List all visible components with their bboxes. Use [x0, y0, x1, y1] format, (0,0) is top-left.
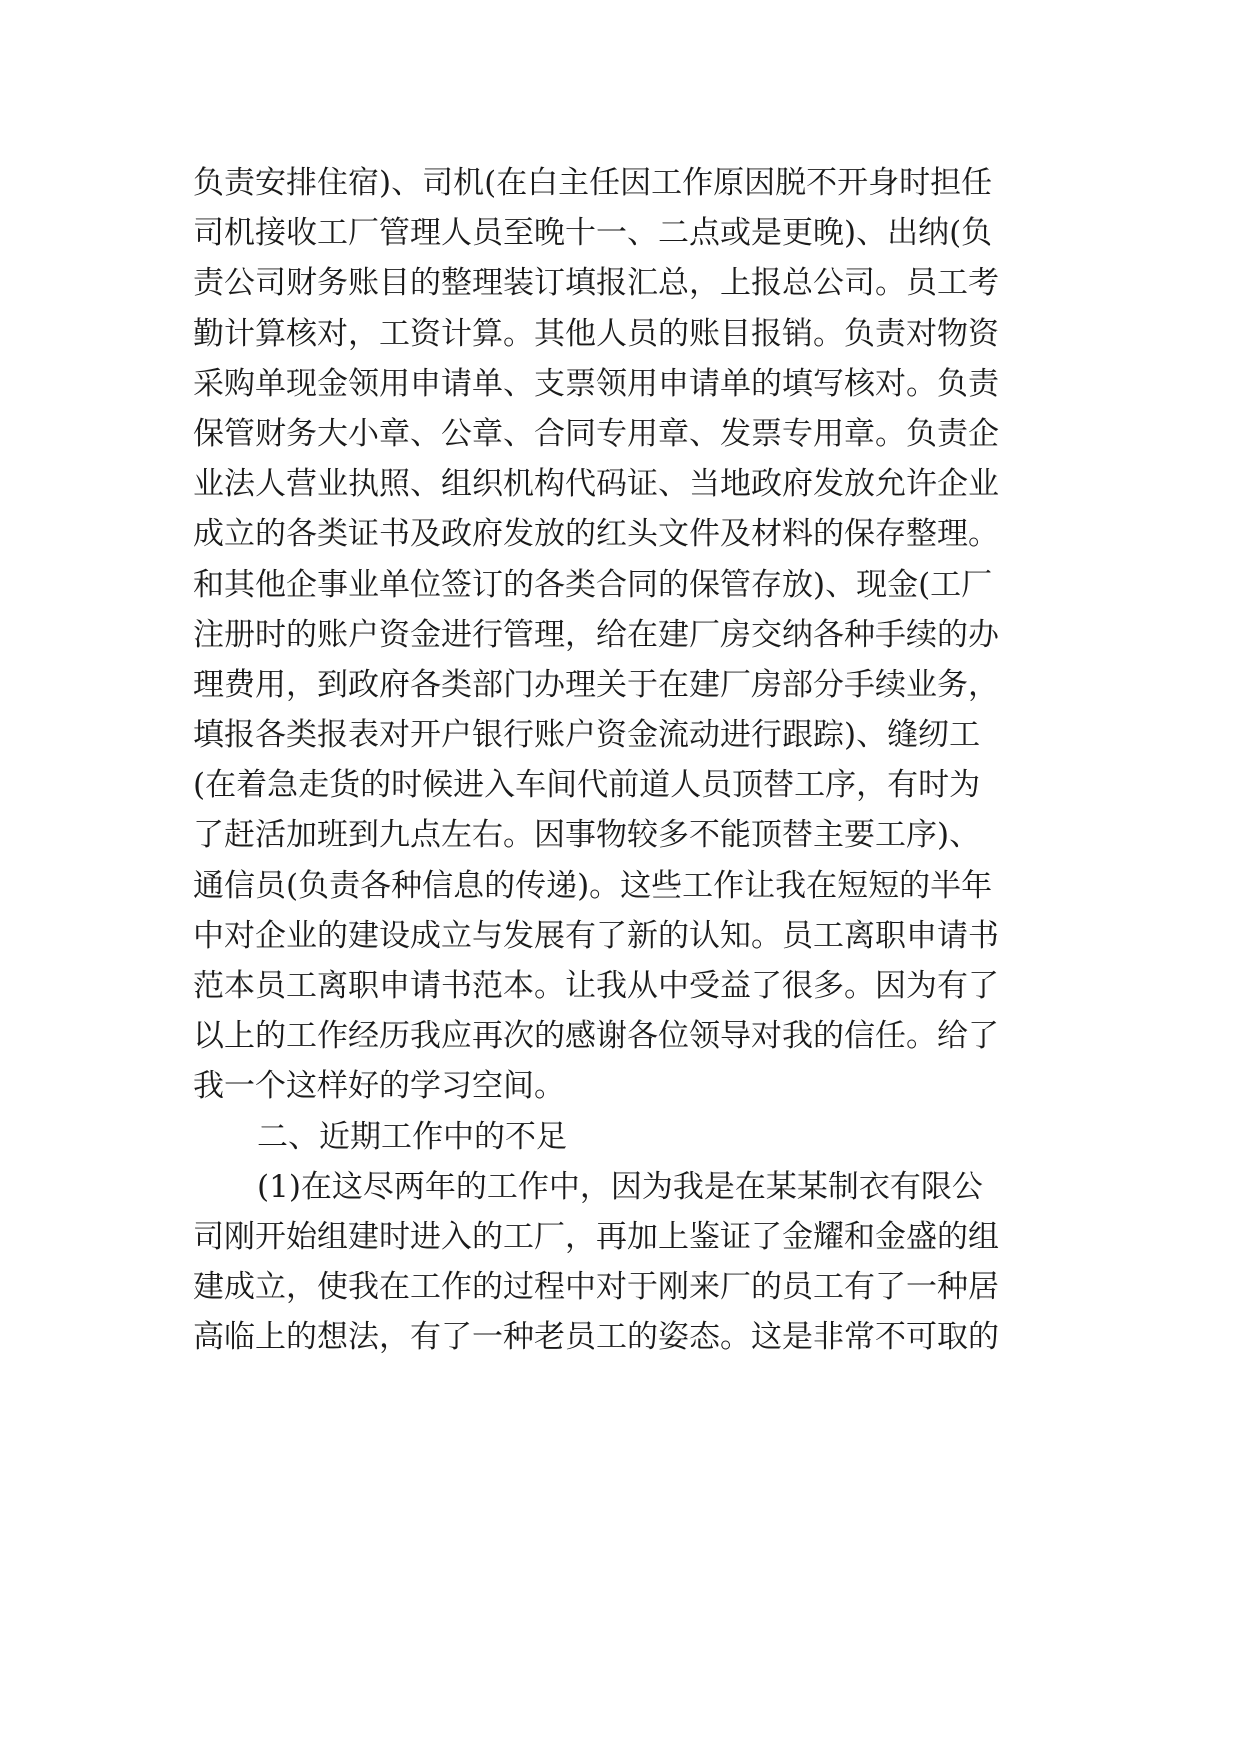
text-line: 成立的各类证书及政府发放的红头文件及材料的保存整理。: [193, 516, 999, 553]
text-line: (1)在这尽两年的工作中，因为我是在某某制衣有限公: [257, 1168, 983, 1205]
body-text: [193, 158, 1073, 1363]
text-line: 通信员(负责各种信息的传递)。这些工作让我在短短的半年: [193, 867, 993, 904]
text-line: 理费用，到政府各类部门办理关于在建厂房部分手续业务，: [193, 666, 999, 703]
text-line: 注册时的账户资金进行管理，给在建厂房交纳各种手续的办: [193, 616, 999, 653]
text-line: 业法人营业执照、组织机构代码证、当地政府发放允许企业: [193, 466, 999, 503]
text-line: 高临上的想法，有了一种老员工的姿态。这是非常不可取的: [193, 1319, 999, 1356]
text-line: 负责安排住宿)、司机(在白主任因工作原因脱不开身时担任: [193, 165, 993, 201]
text-line: 和其他企事业单位签订的各类合同的保管存放)、现金(工厂: [193, 566, 993, 603]
text-line: 责公司财务账目的整理装订填报汇总，上报总公司。员工考: [193, 265, 999, 302]
text-line: 建成立，使我在工作的过程中对于刚来厂的员工有了一种居: [193, 1269, 999, 1306]
section-heading: 二、近期工作中的不足: [257, 1118, 567, 1155]
text-line: 我一个这样好的学习空间。: [193, 1068, 565, 1105]
text-line: 司刚开始组建时进入的工厂，再加上鉴证了金耀和金盛的组: [193, 1218, 999, 1255]
text-line: 采购单现金领用申请单、支票领用申请单的填写核对。负责: [193, 365, 999, 402]
text-line: 司机接收工厂管理人员至晚十一、二点或是更晚)、出纳(负: [193, 215, 993, 252]
text-line: 保管财务大小章、公章、合同专用章、发票专用章。负责企: [193, 415, 999, 452]
text-line: 勤计算核对，工资计算。其他人员的账目报销。负责对物资: [193, 315, 999, 352]
text-line: 以上的工作经历我应再次的感谢各位领导对我的信任。给了: [193, 1018, 999, 1055]
text-line: 范本员工离职申请书范本。让我从中受益了很多。因为有了: [193, 968, 999, 1004]
text-line: 中对企业的建设成立与发展有了新的认知。员工离职申请书: [193, 917, 999, 954]
text-line: 填报各类报表对开户银行账户资金流动进行跟踪)、缝纫工: [193, 717, 981, 754]
text-line: (在着急走货的时候进入车间代前道人员顶替工序，有时为: [193, 767, 981, 804]
text-line: 了赶活加班到九点左右。因事物较多不能顶替主要工序)、: [193, 817, 981, 854]
